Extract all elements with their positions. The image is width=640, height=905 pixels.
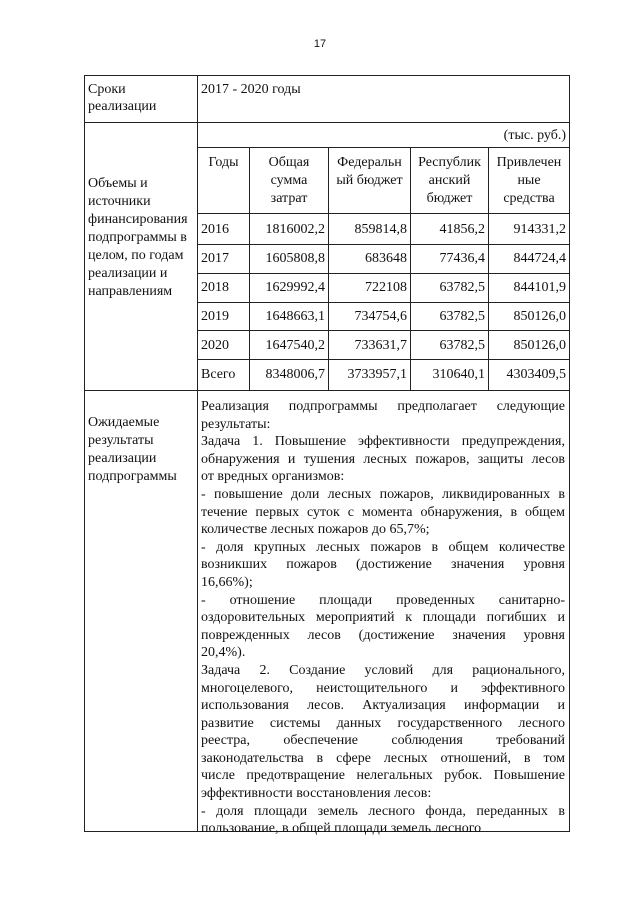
text-line: возникших пожаров (достижение значения уровня xyxy=(201,557,565,573)
grid-line xyxy=(197,75,198,832)
text-line: 20,4%). xyxy=(201,645,246,661)
text-line: законодательства в сфере лесных отношений, в том xyxy=(201,750,565,766)
text-line: - отношение площади проведенных санитарно- xyxy=(201,592,565,608)
cell-year: 2019 xyxy=(201,309,229,324)
results-label-line: Ожидаемые xyxy=(88,415,160,430)
cell-total: 1629992,4 xyxy=(265,280,325,295)
cell-total: 1647540,2 xyxy=(265,338,325,353)
cell-federal: 683648 xyxy=(365,251,407,266)
grid-line xyxy=(197,213,570,214)
header-federal: Федеральн xyxy=(337,155,402,170)
cell-year: 2016 xyxy=(201,222,229,237)
cell-attracted: 844724,4 xyxy=(513,251,566,266)
grid-line xyxy=(197,359,570,360)
text-line: развитие системы данных государственного лесного xyxy=(201,715,565,731)
cell-republic: 41856,2 xyxy=(439,222,485,237)
grid-line xyxy=(84,122,570,123)
header-total: сумма xyxy=(270,173,308,188)
text-line: Задача 1. Повышение эффективности предупреждения, xyxy=(201,434,565,450)
header-republic: анский xyxy=(428,173,471,188)
header-years: Годы xyxy=(208,155,239,170)
grid-line xyxy=(197,244,570,245)
cell-total: 1816002,2 xyxy=(265,222,325,237)
cell-total: 8348006,7 xyxy=(265,367,325,382)
header-total: затрат xyxy=(270,191,308,206)
financing-label-line: направлениям xyxy=(88,284,173,299)
grid-line xyxy=(197,302,570,303)
text-line: - доля крупных лесных пожаров в общем количестве xyxy=(201,539,565,555)
grid-line xyxy=(197,147,570,148)
text-line: - доля площади земель лесного фонда, переданных в xyxy=(201,803,565,819)
cell-federal: 3733957,1 xyxy=(347,367,407,382)
cell-federal: 733631,7 xyxy=(354,338,407,353)
period-label: реализации xyxy=(88,99,157,114)
text-line: течение первых суток с момента обнаружения, в общем xyxy=(201,504,565,520)
cell-attracted: 844101,9 xyxy=(513,280,566,295)
text-line: 16,66%); xyxy=(201,574,253,590)
results-label-line: результаты xyxy=(88,433,154,448)
financing-label-line: финансирования xyxy=(88,212,188,227)
grid-line xyxy=(84,75,570,76)
period-value: 2017 - 2020 годы xyxy=(201,82,301,97)
cell-federal: 734754,6 xyxy=(354,309,407,324)
cell-attracted: 914331,2 xyxy=(513,222,566,237)
cell-republic: 63782,5 xyxy=(439,309,485,324)
cell-federal: 722108 xyxy=(365,280,407,295)
cell-attracted: 850126,0 xyxy=(513,338,566,353)
text-line: числе предотвращение нелегальных рубок. Повышение xyxy=(201,768,565,784)
text-line: результаты: xyxy=(201,416,271,432)
text-line: оздоровительных мероприятий к площади погибших и xyxy=(201,610,565,626)
grid-line xyxy=(84,75,85,832)
cell-republic: 77436,4 xyxy=(439,251,485,266)
text-line: поврежденных лесов (достижение значения уровня xyxy=(201,627,565,643)
cell-year: Всего xyxy=(201,367,236,382)
cell-total: 1605808,8 xyxy=(265,251,325,266)
cell-year: 2018 xyxy=(201,280,229,295)
financing-label-line: Объемы и xyxy=(88,176,148,191)
text-line: использования лесов. Актуализация информации и xyxy=(201,698,565,714)
grid-line xyxy=(569,75,570,832)
grid-line xyxy=(197,330,570,331)
financing-label-line: реализации и xyxy=(88,266,168,281)
results-text xyxy=(201,398,565,838)
text-line: количестве лесных пожаров до 65,7%; xyxy=(201,522,430,538)
cell-federal: 859814,8 xyxy=(354,222,407,237)
text-line: - повышение доли лесных пожаров, ликвидированных в xyxy=(201,486,565,502)
header-republic: Республик xyxy=(418,155,481,170)
text-line: Задача 2. Создание условий для рационального, xyxy=(201,662,565,678)
header-total: Общая xyxy=(268,155,310,170)
text-line: Реализация подпрограммы предполагает следующие xyxy=(201,399,565,414)
header-federal: ый бюджет xyxy=(336,173,403,188)
text-line: эффективности восстановления лесов: xyxy=(201,786,432,802)
financing-label-line: подпрограммы в xyxy=(88,230,187,245)
cell-republic: 63782,5 xyxy=(439,280,485,295)
grid-line xyxy=(197,273,570,274)
text-line: обнаружения и тушения лесных пожаров, защиты лесов xyxy=(201,451,565,467)
header-attracted: ные xyxy=(517,173,541,188)
header-attracted: средства xyxy=(503,191,555,206)
period-label: Сроки xyxy=(88,82,126,97)
cell-attracted: 4303409,5 xyxy=(506,367,566,382)
financing-label-line: источники xyxy=(88,194,151,209)
header-republic: бюджет xyxy=(426,191,473,206)
results-label-line: реализации xyxy=(88,451,157,466)
cell-attracted: 850126,0 xyxy=(513,309,566,324)
results-label-line: подпрограммы xyxy=(88,469,177,484)
header-attracted: Привлечен xyxy=(496,155,562,170)
financing-label-line: целом, по годам xyxy=(88,248,184,263)
cell-total: 1648663,1 xyxy=(265,309,325,324)
cell-republic: 310640,1 xyxy=(432,367,485,382)
text-line: многоцелевого, неистощительного и эффективного xyxy=(201,680,565,696)
text-line: пользование, в общей площади земель лесного xyxy=(201,821,482,837)
text-line: реестра, обеспечение соблюдения требований xyxy=(201,733,565,749)
cell-republic: 63782,5 xyxy=(439,338,485,353)
page-number: 17 xyxy=(313,38,327,50)
text-line: от вредных организмов: xyxy=(201,469,345,485)
cell-year: 2020 xyxy=(201,338,229,353)
units-note: (тыс. руб.) xyxy=(503,128,566,143)
grid-line xyxy=(84,390,570,391)
cell-year: 2017 xyxy=(201,251,229,266)
